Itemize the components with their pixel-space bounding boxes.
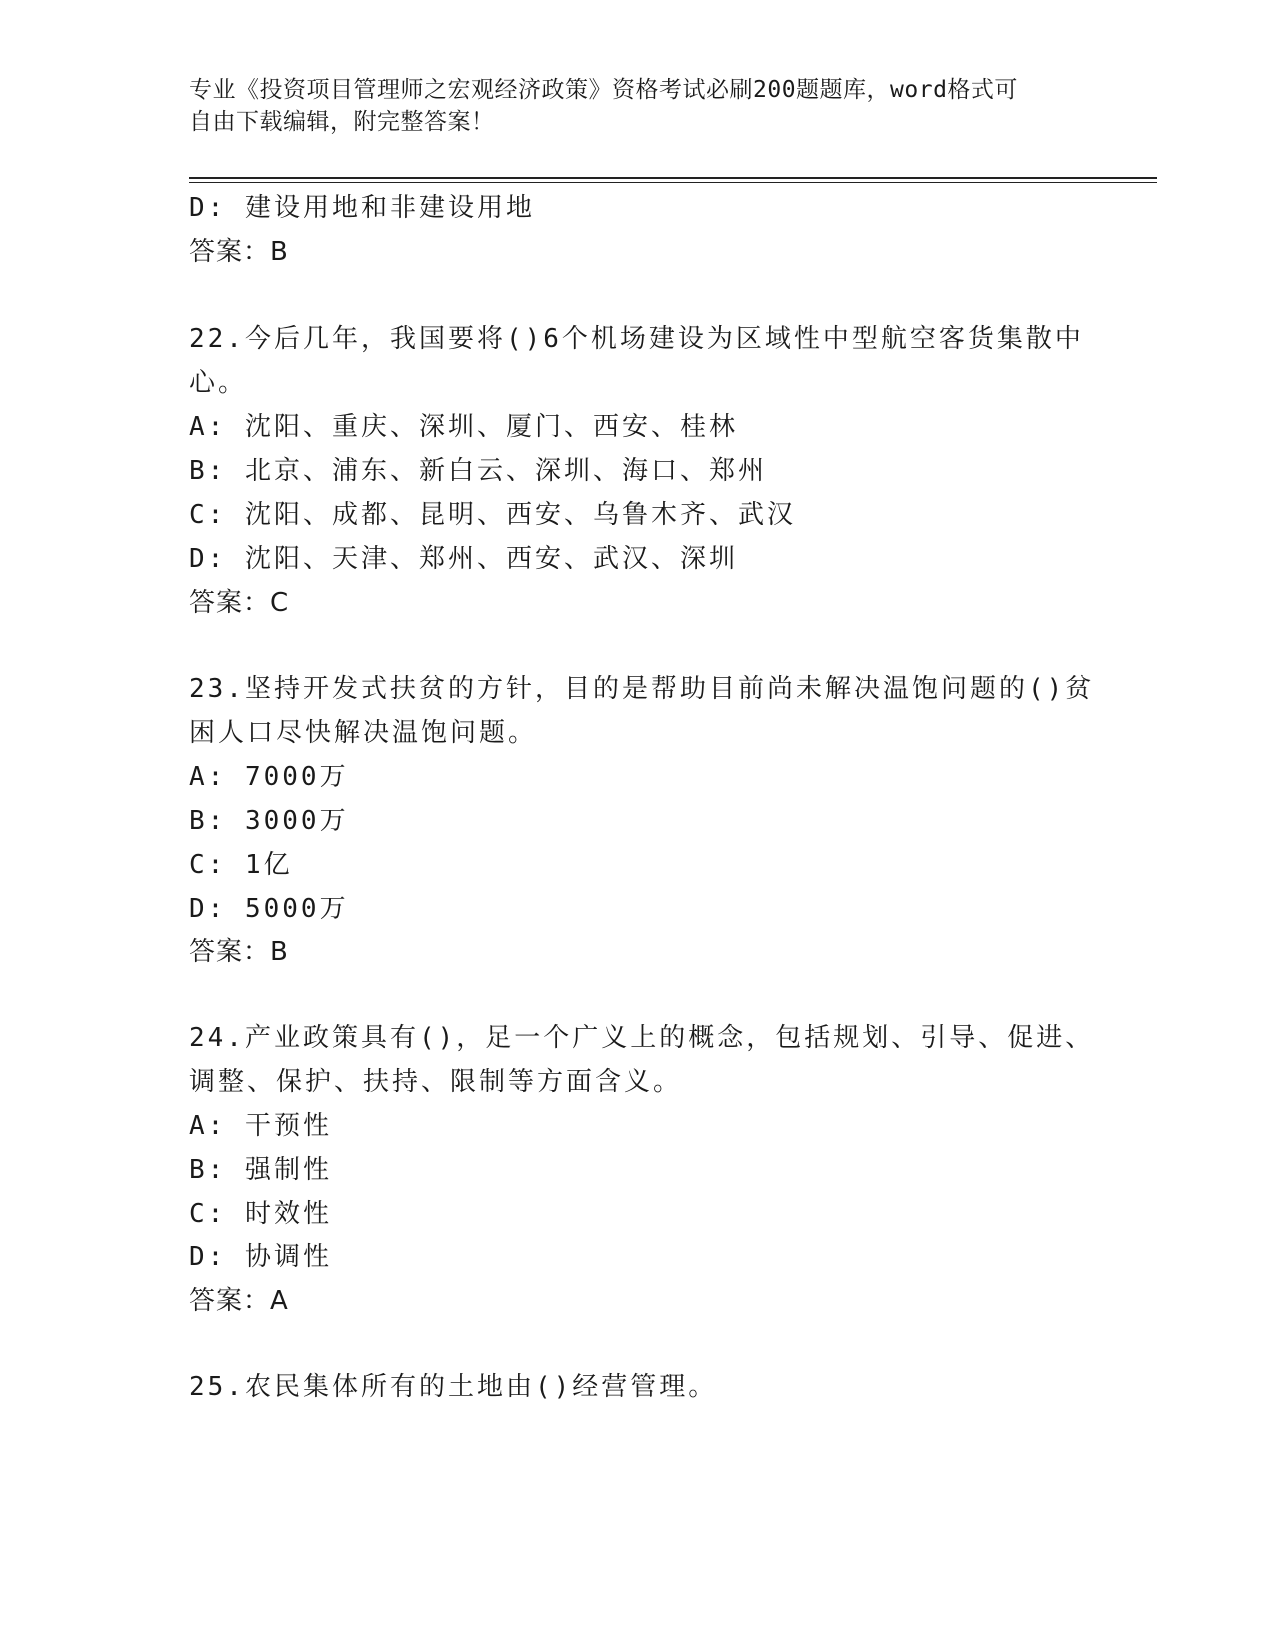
question-23-answer: 答案：B [189,937,289,967]
question-24-option-d: D: 协调性 [189,1242,332,1272]
question-23-option-b: B: 3000万 [189,806,349,836]
header-divider-thin [189,182,1157,183]
question-23-option-c: C: 1亿 [189,850,293,880]
question-24-option-a: A: 干预性 [189,1111,332,1141]
question-23-option-d: D: 5000万 [189,894,349,924]
question-24-option-b: B: 强制性 [189,1155,332,1185]
question-24-stem: 24.产业政策具有()，足一个广义上的概念，包括规划、引导、促进、 [189,1023,1095,1053]
question-22-stem: 22.今后几年，我国要将()6个机场建设为区域性中型航空客货集散中 [189,324,1084,354]
question-23-stem-cont: 困人口尽快解决温饱问题。 [189,718,538,748]
header-title-line-2: 自由下载编辑，附完整答案！ [189,109,495,135]
question-22-answer: 答案：C [189,588,290,618]
option-d: D: 建设用地和非建设用地 [189,193,535,223]
document-header [189,74,1069,138]
question-23-option-a: A: 7000万 [189,762,349,792]
question-24-option-c: C: 时效性 [189,1199,332,1229]
answer: 答案：B [189,237,289,267]
question-25-stem: 25.农民集体所有的土地由()经营管理。 [189,1372,718,1402]
question-22-option-b: B: 北京、浦东、新白云、深圳、海口、郑州 [189,456,767,486]
question-22-stem-cont: 心。 [189,368,248,398]
question-24-answer: 答案：A [189,1286,289,1316]
header-title-line-1: 专业《投资项目管理师之宏观经济政策》资格考试必刷200题题库，word格式可 [189,77,1018,103]
question-24-stem-cont: 调整、保护、扶持、限制等方面含义。 [189,1067,683,1097]
question-23-stem: 23.坚持开发式扶贫的方针，目的是帮助目前尚未解决温饱问题的()贫 [189,674,1095,704]
question-22-option-d: D: 沈阳、天津、郑州、西安、武汉、深圳 [189,544,738,574]
question-22-option-a: A: 沈阳、重庆、深圳、厦门、西安、桂林 [189,412,738,442]
header-divider [189,177,1157,179]
question-22-option-c: C: 沈阳、成都、昆明、西安、乌鲁木齐、武汉 [189,500,796,530]
